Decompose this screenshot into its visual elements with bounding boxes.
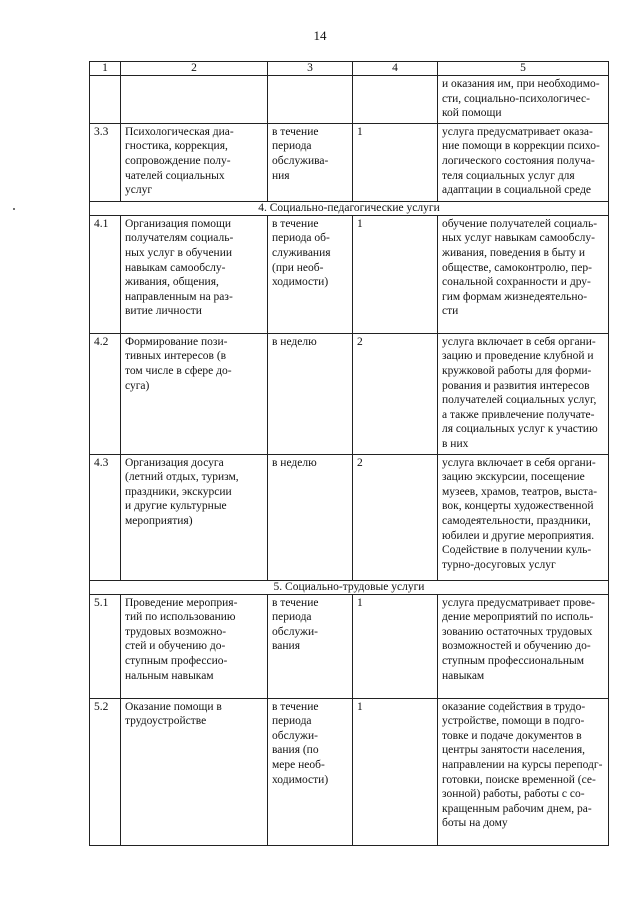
service-quantity-cell: [353, 76, 438, 124]
service-name-cell: Формирование пози- тивных интересов (в том числе в сфере до- суга): [121, 333, 268, 454]
scan-speck: [13, 208, 15, 210]
service-name-cell: Проведение мероприя- тий по использованию трудовых возможно- стей и обучению до- ступным профессио- нальным навыкам: [121, 594, 268, 698]
service-number-cell: 4.2: [90, 333, 121, 454]
service-period-cell: в неделю: [268, 454, 353, 580]
service-period-cell: в течение периода обслужива- ния: [268, 123, 353, 201]
service-name-cell: [121, 76, 268, 124]
service-quantity-cell: 2: [353, 333, 438, 454]
section-row: [90, 580, 609, 594]
service-period-cell: в течение периода обслужи- вания (по мере необ- ходимости): [268, 698, 353, 845]
header-col-1: 1: [90, 62, 121, 76]
header-col-3: 3: [268, 62, 353, 76]
service-quantity-cell: 2: [353, 454, 438, 580]
service-name-cell: Организация досуга (летний отдых, туризм, праздники, экскурсии и другие культурные мероприятия): [121, 454, 268, 580]
service-name-cell: Организация помощи получателям социаль- ных услуг в обучении навыкам самообслу- живания, общения, направленным на раз- витие личности: [121, 215, 268, 333]
table-header-row: [90, 62, 609, 76]
service-number-cell: 5.1: [90, 594, 121, 698]
header-col-4: 4: [353, 62, 438, 76]
service-number-cell: 5.2: [90, 698, 121, 845]
section-title: 4. Социально-педагогические услуги: [90, 201, 609, 215]
service-description-cell: и оказания им, при необходимо- сти, социально-психологичес- кой помощи: [438, 76, 609, 124]
service-number-cell: 3.3: [90, 123, 121, 201]
page-number: 14: [313, 28, 327, 43]
table-row: [90, 454, 609, 580]
table-row: [90, 215, 609, 333]
service-quantity-cell: 1: [353, 215, 438, 333]
service-description-cell: обучение получателей социаль- ных услуг навыкам самообслу- живания, поведения в быту и обществе, самоконтролю, пер- сональной сохранности и дру- гим формам жизнедеятельно- сти: [438, 215, 609, 333]
header-col-2: 2: [121, 62, 268, 76]
services-table-body: [90, 62, 609, 846]
service-number-cell: [90, 76, 121, 124]
table-row: [90, 698, 609, 845]
table-row: [90, 76, 609, 124]
section-title: 5. Социально-трудовые услуги: [90, 580, 609, 594]
header-col-5: 5: [438, 62, 609, 76]
service-name-cell: Оказание помощи в трудоустройстве: [121, 698, 268, 845]
service-description-cell: услуга предусматривает оказа- ние помощи в коррекции психо- логического состояния получа- теля социальных услуг для адаптации в социальной среде: [438, 123, 609, 201]
service-quantity-cell: 1: [353, 698, 438, 845]
service-number-cell: 4.1: [90, 215, 121, 333]
service-number-cell: 4.3: [90, 454, 121, 580]
table-row: [90, 333, 609, 454]
service-quantity-cell: 1: [353, 594, 438, 698]
service-description-cell: оказание содействия в трудо- устройстве, помощи в подго- товке и подаче документов в центры занятости населения, направлении на курсы переподг- готовки, поиске временной (се- зонной) работы, работы с со- кращенным рабочим днем, ра- боты на дому: [438, 698, 609, 845]
service-period-cell: в течение периода об- служивания (при необ- ходимости): [268, 215, 353, 333]
service-quantity-cell: 1: [353, 123, 438, 201]
service-period-cell: в течение периода обслужи- вания: [268, 594, 353, 698]
service-name-cell: Психологическая диа- гностика, коррекция, сопровождение полу- чателей социальных услуг: [121, 123, 268, 201]
section-row: [90, 201, 609, 215]
service-description-cell: услуга предусматривает прове- дение мероприятий по исполь- зованию остаточных трудовых возможностей и обучению до- ступным профессиональным навыкам: [438, 594, 609, 698]
services-table: [89, 61, 609, 846]
service-description-cell: услуга включает в себя органи- зацию и проведение клубной и кружковой работы для форми- рования и развития интересов получателей социальных услуг, а также привлечение получате- ля социальных услуг к участию в них: [438, 333, 609, 454]
table-row: [90, 594, 609, 698]
service-description-cell: услуга включает в себя органи- зацию экскурсии, посещение музеев, храмов, театров, выста- вок, концерты художественной самодеятельности, праздники, юбилеи и другие мероприятия. Содействие в получении куль- турно-досуговых услуг: [438, 454, 609, 580]
service-period-cell: в неделю: [268, 333, 353, 454]
table-row: [90, 123, 609, 201]
service-period-cell: [268, 76, 353, 124]
